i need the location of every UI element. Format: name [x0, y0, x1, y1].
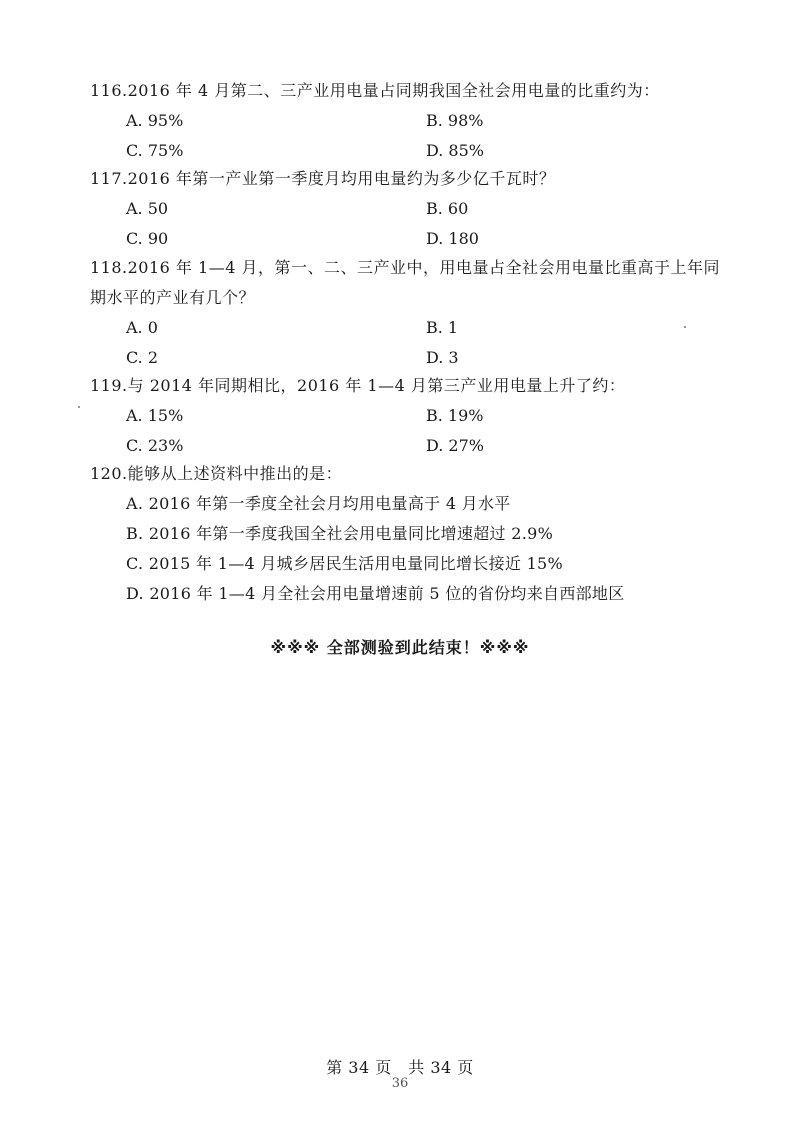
option-row — [90, 401, 730, 431]
page-indicator: 第 34 页 共 34 页 — [326, 1058, 474, 1077]
question-120 — [90, 459, 730, 609]
option-row — [90, 224, 730, 254]
option-c: C. 75% — [126, 141, 184, 160]
end-of-test-note: ※※※ 全部测验到此结束！※※※ — [270, 638, 530, 657]
question-stem: 118.2016 年 1—4 月，第一、二、三产业中，用电量占全社会用电量比重高于上年同期水平的产业有几个？ — [90, 258, 720, 307]
question-stem: 116.2016 年 4 月第二、三产业用电量占同期我国全社会用电量的比重约为： — [90, 81, 660, 100]
option-b: B. 19% — [426, 406, 484, 425]
question-119 — [90, 371, 730, 461]
option-b: B. 2016 年第一季度我国全社会用电量同比增速超过 2.9% — [126, 524, 554, 543]
question-116 — [90, 76, 730, 166]
question-118 — [90, 253, 730, 373]
question-stem: 117.2016 年第一产业第一季度月均用电量约为多少亿千瓦时？ — [90, 169, 556, 188]
option-row — [90, 313, 730, 343]
option-c: C. 23% — [126, 436, 184, 455]
option-a: A. 95% — [126, 111, 184, 130]
option-d: D. 2016 年 1—4 月全社会用电量增速前 5 位的省份均来自西部地区 — [126, 584, 625, 603]
option-b: B. 1 — [426, 318, 459, 337]
question-stem: 120.能够从上述资料中推出的是： — [90, 464, 343, 483]
scan-speck — [684, 326, 686, 328]
option-d: D. 3 — [426, 348, 459, 367]
question-117 — [90, 164, 730, 254]
option-b: B. 98% — [426, 111, 484, 130]
option-row — [90, 106, 730, 136]
option-row — [90, 343, 730, 373]
option-d: D. 27% — [426, 436, 484, 455]
page-number: 36 — [391, 1076, 409, 1091]
scan-speck — [78, 406, 80, 408]
option-a: A. 2016 年第一季度全社会月均用电量高于 4 月水平 — [126, 494, 511, 513]
option-row — [90, 431, 730, 461]
option-row — [90, 136, 730, 166]
option-c: C. 2015 年 1—4 月城乡居民生活用电量同比增长接近 15% — [126, 554, 564, 573]
question-stem: 119.与 2014 年同期相比，2016 年 1—4 月第三产业用电量上升了约： — [90, 376, 626, 395]
option-a: A. 15% — [126, 406, 184, 425]
option-b: B. 60 — [426, 199, 469, 218]
option-a: A. 50 — [126, 199, 169, 218]
option-a: A. 0 — [126, 318, 158, 337]
option-c: C. 90 — [126, 229, 169, 248]
option-row — [90, 194, 730, 224]
option-c: C. 2 — [126, 348, 159, 367]
option-d: D. 180 — [426, 229, 479, 248]
option-d: D. 85% — [426, 141, 484, 160]
